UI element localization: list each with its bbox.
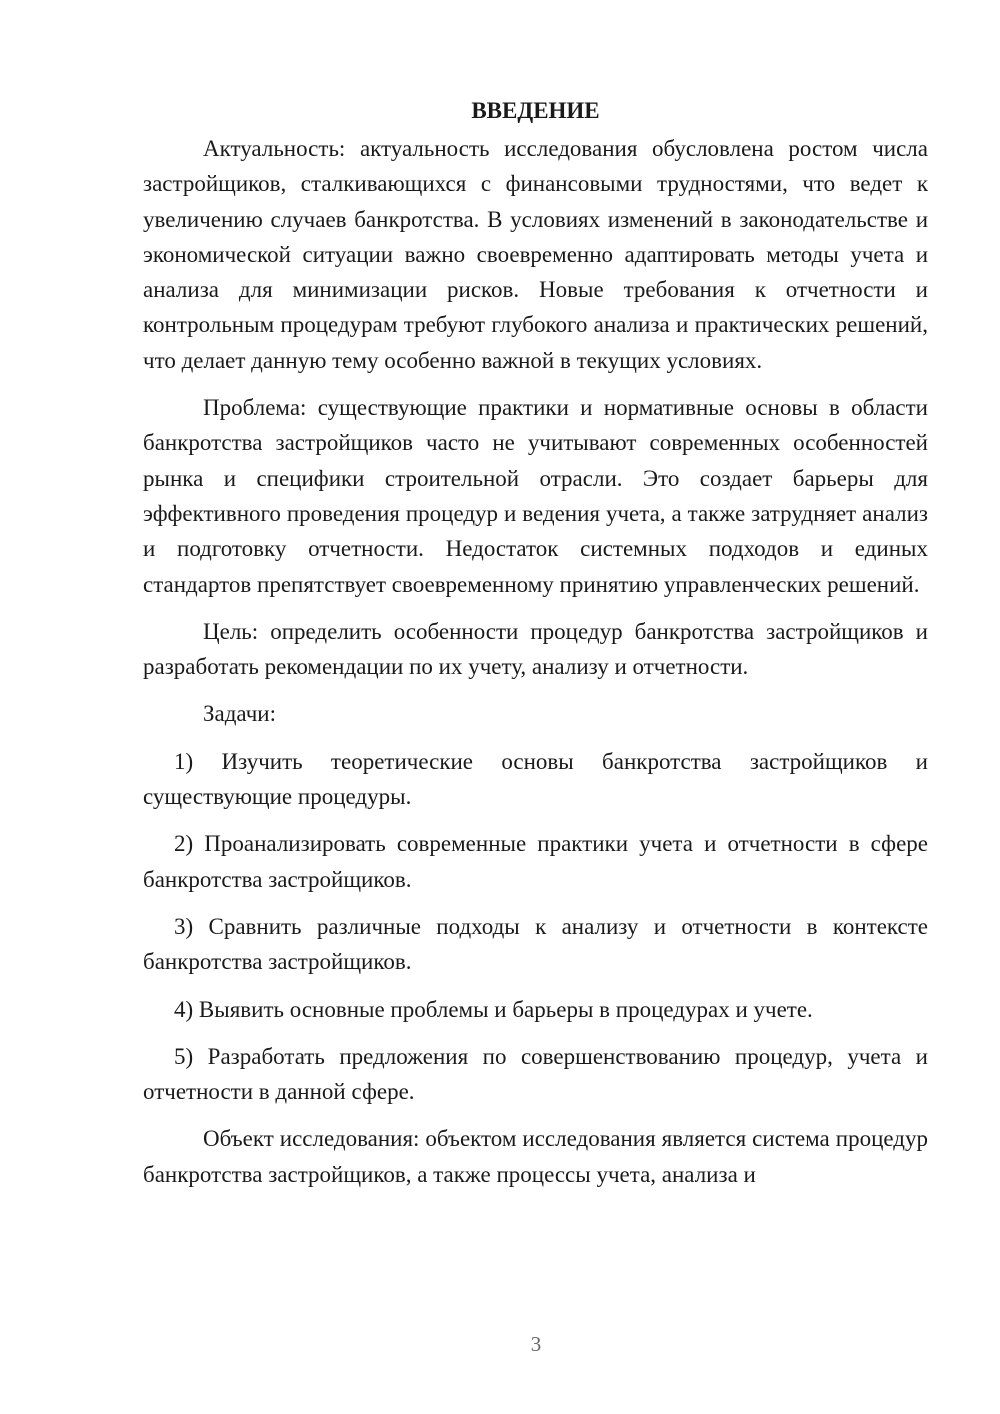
task-item: 5) Разработать предложения по совершенствованию процедур, учета и отчетности в данной сфере. xyxy=(143,1043,928,1105)
goal-paragraph: Цель: определить особенности процедур банкротства застройщиков и разработать рекомендации по их учету, анализу и отчетности. xyxy=(143,618,928,680)
page-content xyxy=(143,96,928,1192)
problem-paragraph: Проблема: существующие практики и нормативные основы в области банкротства застройщиков часто не учитывают современных особенностей рынка и специфики строительной отрасли. Это создает барьеры для эффективного проведения процедур и ведения учета, а также затрудняет анализ и подготовку отчетности. Недостаток системных подходов и единых стандартов препятствует своевременному принятию управленческих решений. xyxy=(143,395,928,597)
task-item: 3) Сравнить различные подходы к анализу и отчетности в контексте банкротства застройщиков. xyxy=(143,913,928,975)
tasks-label: Задачи: xyxy=(203,701,276,727)
task-item: 1) Изучить теоретические основы банкротства застройщиков и существующие процедуры. xyxy=(143,748,928,810)
relevance-paragraph: Актуальность: актуальность исследования обусловлена ростом числа застройщиков, сталкивающихся с финансовыми трудностями, что ведет к увеличению случаев банкротства. В условиях изменений в законодательстве и экономической ситуации важно своевременно адаптировать методы учета и анализа для минимизации рисков. Новые требования к отчетности и контрольным процедурам требуют глубокого анализа и практических решений, что делает данную тему особенно важной в текущих условиях. xyxy=(143,136,928,373)
section-heading: ВВЕДЕНИЕ xyxy=(471,98,600,123)
task-item: 4) Выявить основные проблемы и барьеры в процедурах и учете. xyxy=(174,996,813,1022)
page-number: 3 xyxy=(530,1332,542,1356)
task-item: 2) Проанализировать современные практики учета и отчетности в сфере банкротства застройщиков. xyxy=(143,831,928,892)
object-paragraph: Объект исследования: объектом исследования является система процедур банкротства застройщиков, а также процессы учета, анализа и xyxy=(143,1126,928,1187)
